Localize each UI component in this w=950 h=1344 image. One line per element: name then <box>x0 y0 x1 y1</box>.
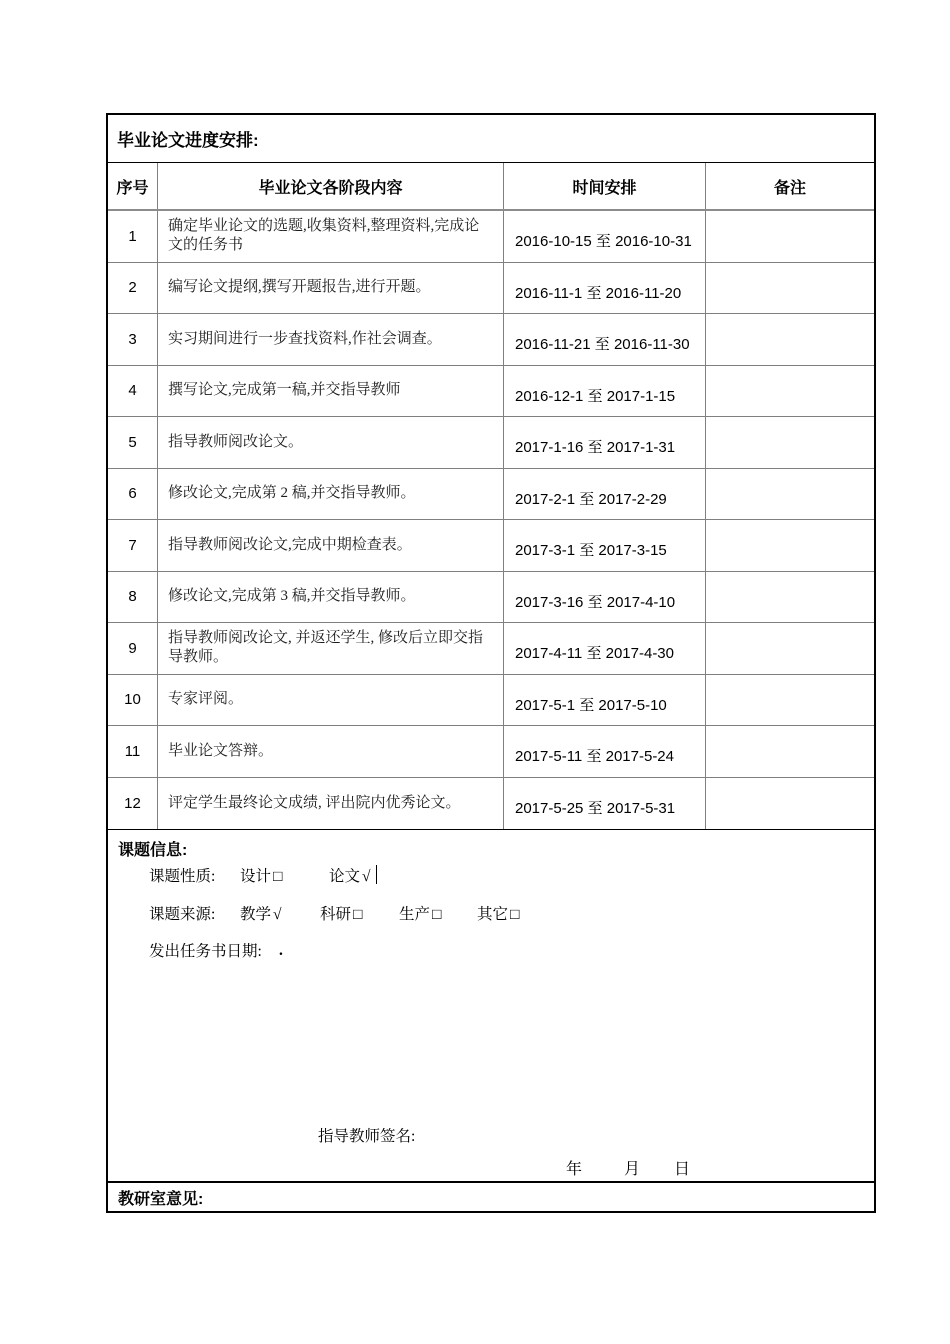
schedule-row <box>108 726 874 778</box>
row-content-cell: 实习期间进行一步查找资料,作社会调查。 <box>158 314 504 365</box>
row-content-cell: 撰写论文,完成第一稿,并交指导教师 <box>158 366 504 417</box>
row-content-cell: 专家评阅。 <box>158 675 504 726</box>
row-content-cell: 指导教师阅改论文, 并返还学生, 修改后立即交指导教师。 <box>158 623 504 674</box>
issue-date-value: . <box>279 942 283 959</box>
col-header-note: 备注 <box>773 179 806 197</box>
issue-date-label: 发出任务书日期: <box>149 943 262 960</box>
col-header-content: 毕业论文各阶段内容 <box>158 163 504 209</box>
row-time-cell: 2016-10-15 至 2016-10-31 <box>504 211 706 262</box>
checkbox-empty-icon[interactable]: □ <box>353 906 363 923</box>
schedule-row <box>108 263 874 315</box>
row-time-cell: 2017-3-1 至 2017-3-15 <box>504 520 706 571</box>
row-time-cell: 2017-4-11 至 2017-4-30 <box>504 623 706 674</box>
schedule-row <box>108 211 874 263</box>
row-note-cell <box>706 623 874 674</box>
thesis-task-form <box>106 113 876 1213</box>
topic-source-option-research: 科研 □ <box>320 906 363 923</box>
schedule-row <box>108 778 874 830</box>
topic-source-option-production: 生产 □ <box>399 906 442 923</box>
checkbox-empty-icon[interactable]: □ <box>510 906 520 923</box>
row-time-cell: 2017-5-25 至 2017-5-31 <box>504 778 706 830</box>
schedule-row <box>108 366 874 418</box>
row-time-cell: 2017-3-16 至 2017-4-10 <box>504 572 706 623</box>
row-no-cell: 1 <box>108 211 158 262</box>
row-no-cell: 6 <box>108 469 158 520</box>
topic-source-option-other: 其它 □ <box>477 906 520 923</box>
topic-nature-label: 课题性质: <box>149 868 216 885</box>
row-time-cell: 2017-1-16 至 2017-1-31 <box>504 417 706 468</box>
schedule-row <box>108 675 874 727</box>
row-no-cell: 9 <box>108 623 158 674</box>
col-header-no: 序号 <box>108 163 158 209</box>
row-no-cell: 3 <box>108 314 158 365</box>
row-note-cell <box>706 263 874 314</box>
text-cursor <box>376 865 377 884</box>
schedule-row <box>108 469 874 521</box>
row-content-cell: 编写论文提纲,撰写开题报告,进行开题。 <box>158 263 504 314</box>
checkbox-empty-icon[interactable]: □ <box>273 868 283 885</box>
row-content-cell: 指导教师阅改论文。 <box>158 417 504 468</box>
row-content-cell: 毕业论文答辩。 <box>158 726 504 777</box>
row-note-cell <box>706 366 874 417</box>
topic-nature-option-design: 设计 □ <box>240 868 283 885</box>
row-note-cell <box>706 211 874 262</box>
row-no-cell: 5 <box>108 417 158 468</box>
row-note-cell <box>706 520 874 571</box>
dept-opinion-title: 教研室意见: <box>118 1190 204 1208</box>
row-note-cell <box>706 778 874 830</box>
topic-nature-option-thesis: 论文 √ <box>329 868 371 885</box>
row-time-cell: 2017-5-11 至 2017-5-24 <box>504 726 706 777</box>
row-no-cell: 10 <box>108 675 158 726</box>
row-time-cell: 2017-5-1 至 2017-5-10 <box>504 675 706 726</box>
topic-source-option-teaching: 教学 √ <box>240 906 282 923</box>
row-content-cell: 指导教师阅改论文,完成中期检查表。 <box>158 520 504 571</box>
topic-info-section <box>108 829 874 1181</box>
row-time-cell: 2017-2-1 至 2017-2-29 <box>504 469 706 520</box>
row-note-cell <box>706 417 874 468</box>
schedule-row <box>108 572 874 624</box>
row-no-cell: 12 <box>108 778 158 830</box>
schedule-table-header <box>108 163 874 211</box>
schedule-section-title-row <box>108 115 874 163</box>
row-time-cell: 2016-11-21 至 2016-11-30 <box>504 314 706 365</box>
row-no-cell: 11 <box>108 726 158 777</box>
dept-opinion-row <box>108 1181 874 1211</box>
date-day-label: 日 <box>674 1161 691 1178</box>
row-no-cell: 4 <box>108 366 158 417</box>
col-header-time: 时间安排 <box>504 163 706 209</box>
row-note-cell <box>706 675 874 726</box>
row-content-cell: 修改论文,完成第 3 稿,并交指导教师。 <box>158 572 504 623</box>
row-time-cell: 2016-11-1 至 2016-11-20 <box>504 263 706 314</box>
check-mark-icon[interactable]: √ <box>273 906 282 923</box>
topic-source-label: 课题来源: <box>149 906 216 923</box>
row-note-cell <box>706 726 874 777</box>
schedule-row <box>108 623 874 675</box>
row-time-cell: 2016-12-1 至 2017-1-15 <box>504 366 706 417</box>
row-no-cell: 7 <box>108 520 158 571</box>
row-content-cell: 确定毕业论文的选题,收集资料,整理资料,完成论文的任务书 <box>158 211 504 262</box>
schedule-row <box>108 417 874 469</box>
row-content-cell: 评定学生最终论文成绩, 评出院内优秀论文。 <box>158 778 504 830</box>
check-mark-icon[interactable]: √ <box>362 868 371 885</box>
row-note-cell <box>706 314 874 365</box>
schedule-row <box>108 520 874 572</box>
row-note-cell <box>706 469 874 520</box>
row-no-cell: 2 <box>108 263 158 314</box>
row-no-cell: 8 <box>108 572 158 623</box>
advisor-signature-label: 指导教师签名: <box>318 1128 416 1145</box>
schedule-row <box>108 314 874 366</box>
topic-info-title: 课题信息: <box>118 842 188 859</box>
checkbox-empty-icon[interactable]: □ <box>432 906 442 923</box>
row-content-cell: 修改论文,完成第 2 稿,并交指导教师。 <box>158 469 504 520</box>
row-note-cell <box>706 572 874 623</box>
date-year-label: 年 <box>566 1161 583 1178</box>
date-month-label: 月 <box>624 1161 641 1178</box>
schedule-section-title: 毕业论文进度安排: <box>117 131 259 150</box>
